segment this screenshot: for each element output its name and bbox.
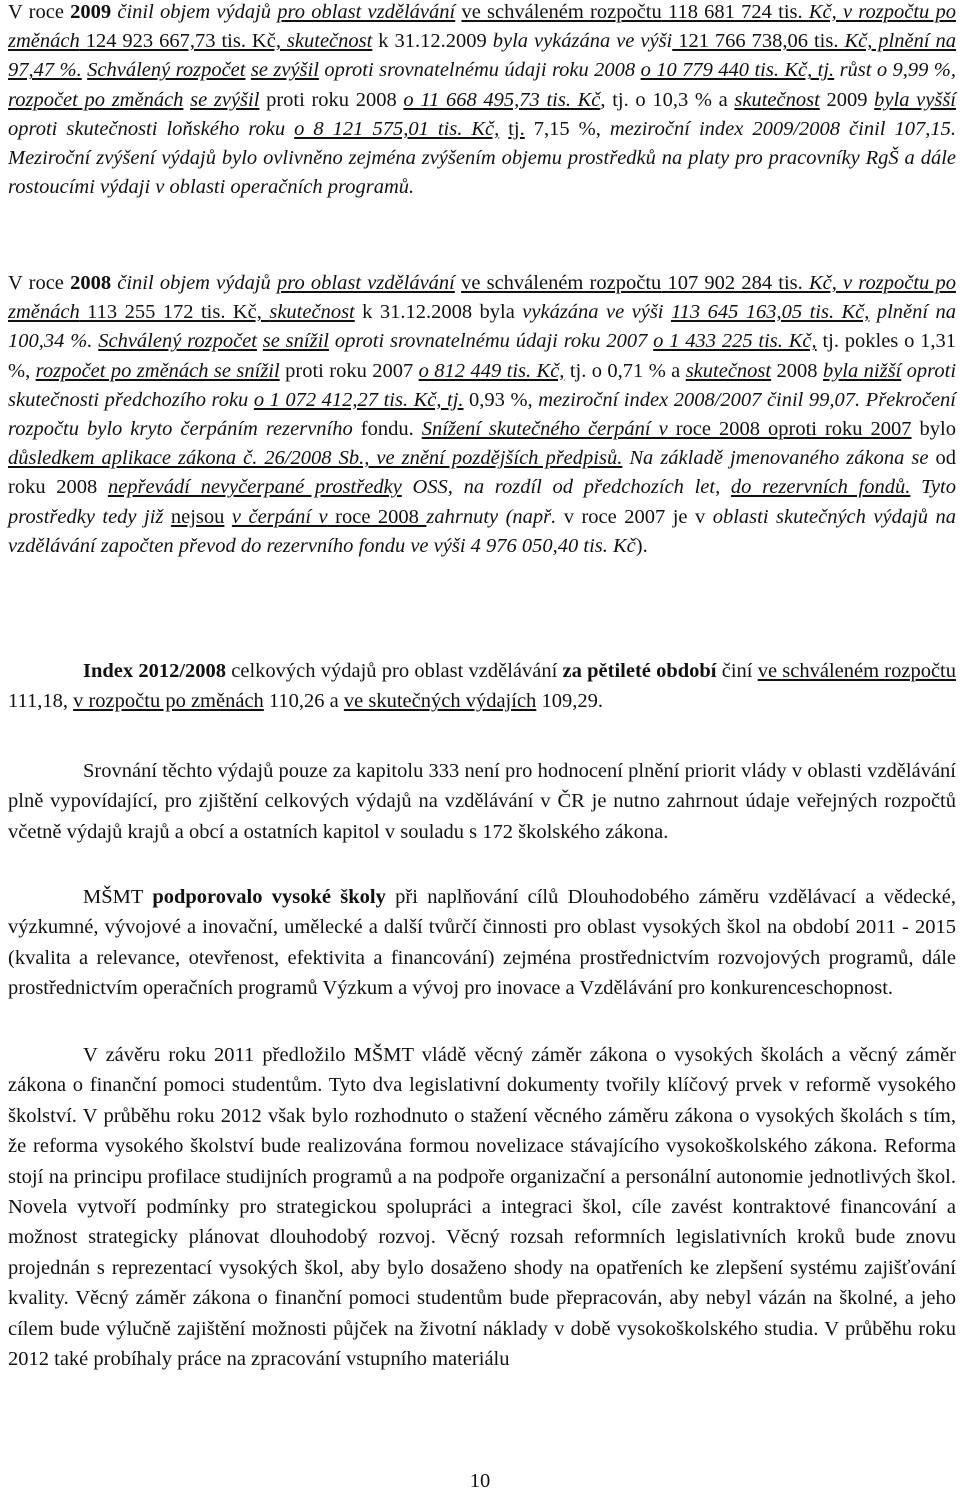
year-2009: 2009 (70, 1, 112, 23)
text-run: nepřevádí nevyčerpané prostředky (107, 476, 402, 499)
text-run: v čerpání v (231, 505, 328, 528)
text-run: růst o 9,99 %, (839, 59, 957, 82)
paragraph-budget-2008 (8, 269, 956, 561)
text-run: tj. pokles o 1,31 %, (8, 330, 957, 382)
text-run: 107 902 284 tis. (661, 272, 809, 294)
text-run: oproti srovnatelnému údaji roku 2008 (324, 59, 636, 82)
text-run: Kč, v rozpočtu po změnách (8, 1, 957, 53)
text-run: 0,93 %, (463, 388, 539, 411)
text-run: fondu. (352, 418, 422, 441)
text-run: 2009 (819, 88, 875, 111)
text-run: pro oblast vzdělávání (277, 1, 456, 23)
index-heading: Index 2012/2008 (83, 660, 227, 682)
text-run: 113 645 163,05 tis. Kč, (670, 301, 870, 324)
text-run: bylo (911, 418, 956, 441)
text-run: rozpočet po změnách se snížil (35, 359, 280, 382)
text-run: k 31.12.2009 (372, 30, 493, 53)
text-run: meziroční index 2009/2008 činil 107,15. (609, 117, 956, 140)
text-run: se zvýšil (190, 88, 260, 111)
text-run: byla vykázána ve výši (492, 30, 673, 53)
page-number: 10 (469, 1470, 491, 1492)
year-2008: 2008 (70, 272, 112, 294)
text-run: Snížení skutečného čerpání v (421, 418, 668, 441)
text-run: skutečnost (734, 88, 820, 111)
paragraph-msmt-universities (8, 882, 956, 1004)
text-run: oblasti skutečných výdajů na vzdělávání započten převod do rezervního fondu ve výši 4 976 050,40 tis. Kč (8, 505, 957, 557)
text-run: za pětileté období (562, 660, 717, 682)
text-run: ve schváleném rozpočtu (757, 660, 956, 682)
text-run: Schválený rozpočet (98, 330, 257, 353)
text-run: v rozpočtu po změnách (73, 690, 264, 713)
text-run: při naplňování cílů Dlouhodobého záměru vzdělávací a vědecké, výzkumné, vývojové a inovační, umělecké a další tvůrčí činnosti pro oblast vysokých škol na období 2011 - 2015 (kvalita a relevance, otevřenost, efektivita a financování) zejména prostřednictvím rozvojových programů, dále prostřednictvím operačních programů Výzkum a vývoj pro inovace a Vzdělávání pro konkurenceschopnost. (8, 886, 956, 1000)
text-run: roce 2008 (327, 505, 427, 528)
text-run: o 812 449 tis. Kč, (418, 359, 565, 382)
text-run: byla nižší (822, 359, 902, 382)
text-run: V roce (8, 1, 71, 23)
text-run: byla vyšší (874, 88, 956, 111)
text-run: oproti srovnatelnému údaji roku 2007 (334, 330, 648, 353)
text-run: skutečnost (286, 30, 373, 53)
text-run: 118 681 724 tis. (661, 1, 809, 23)
text-run: nejsou (170, 505, 225, 528)
text-run: 2008 oproti roku 2007 (719, 418, 912, 441)
text-run: , tj. o 10,3 % a (600, 88, 735, 111)
text-run: skutečnost (685, 359, 772, 382)
text-run: k 31.12.2008 byla (354, 301, 523, 324)
text-run: 121 766 738,06 tis. (672, 30, 845, 53)
text-run: oproti skutečnosti předchozího roku (8, 359, 957, 411)
text-run: V roce (8, 272, 71, 294)
text-run: 124 923 667,73 tis. Kč, (79, 30, 287, 53)
text-run: se zvýšil (250, 59, 319, 82)
text-run: meziroční index 2008/2007 činil 99,07. Překročení rozpočtu bylo kryto čerpáním rezervního (8, 388, 956, 441)
text-run: o 1 072 412,27 tis. Kč, tj. (253, 388, 464, 411)
text-run: plnění na 100,34 %. (8, 301, 957, 353)
text-run: důsledkem aplikace zákona č. 26/2008 Sb., ve znění pozdějších předpisů. (8, 447, 623, 470)
text-run: tj. o 0,71 % a (564, 359, 686, 382)
text-run: od roku 2008 (8, 447, 957, 499)
text-run: Srovnání těchto výdajů pouze za kapitolu 333 není pro hodnocení plnění priorit vlády v oblasti vzdělávání plně vypovídající, pro zjištění celkových výdajů na vzdělávání v ČR je nutno zahrnout údaje veřejných rozpočtů včetně výdajů krajů a obcí a ostatních kapitol v souladu s 172 školského zákona. (8, 760, 956, 843)
text-run: vykázána ve výši (522, 301, 664, 324)
text-run: činil objem výdajů (117, 1, 272, 23)
text-run: Na základě jmenovaného zákona se (629, 447, 929, 470)
text-run: tj. (508, 117, 525, 140)
text-run: Schválený rozpočet (87, 59, 246, 82)
text-run: činil objem výdajů (117, 272, 271, 294)
text-run: o 8 121 575,01 tis. Kč, (294, 117, 500, 140)
text-run: proti roku 2008 (259, 88, 404, 111)
text-run: skutečnost (269, 301, 355, 324)
text-run: ve skutečných výdajích (343, 690, 537, 713)
text-run: Kč, plnění na 97,47 %. (8, 30, 957, 82)
text-run: o 11 668 495,73 tis. Kč (403, 88, 601, 111)
text-run: 2008 (771, 359, 823, 382)
paragraph-budget-2009 (8, 0, 956, 202)
text-run: V závěru roku 2011 předložilo MŠMT vládě věcný záměr zákona o vysokých školách a věcný záměr zákona o finanční pomoci studentům. Tyto dva legislativní dokumenty tvořily klíčový prvek v reformě vysokého školství. V průběhu roku 2012 však bylo rozhodnuto o stažení věcného záměru zákona o vysokých školách s tím, že reforma vysokého školství bude realizována formou novelizace stávajícího vysokoškolského zákona. Reforma stojí na principu profilace studijních programů a na podpoře organizační a personální autonomie jednotlivých škol. Novela vytvoří podmínky pro strategickou spolupráci a integraci škol, cíle zavést kontraktové financování a možnost strategicky plánovat dlouhodobý rozvoj. Věcný rozsah reformních legislativních kroků bude znovu projednán s reprezentací vysokých škol, aby bylo dosaženo shody na opatřeních ke zlepšení systému zajišťování kvality. Věcný záměr zákona o finanční pomoci studentům bude přepracován, aby nebyl vázán na školné, a jeho cílem bude výlučně zajištění možnosti půjček na životní náklady v době vysokoškolského studia. V průběhu roku 2012 také probíhaly práce na zpracování vstupního materiálu (8, 1044, 956, 1371)
text-run: 7,15 %, (524, 117, 610, 140)
text-run: v roce 2007 je v (556, 505, 713, 528)
text-run: proti roku 2007 (279, 359, 419, 382)
text-run: zahrnuty (např. (426, 505, 557, 528)
paragraph-reform (8, 1040, 956, 1374)
text-run: oproti skutečnosti loňského roku (8, 117, 286, 140)
text-run: 109,29. (536, 690, 603, 713)
text-run: 110,26 a (263, 690, 344, 713)
text-run: MŠMT (83, 886, 153, 908)
text-run: podporovalo vysoké školy (152, 886, 386, 908)
text-run: Meziroční zvýšení výdajů bylo ovlivněno zejména zvýšením objemu prostředků na platy pro pracovníky RgŠ a dále rostoucími výdaji v oblasti operačních programů. (8, 147, 956, 199)
text-run: o 1 433 225 tis. Kč, (653, 330, 817, 353)
text-run: rozpočet po změnách (8, 88, 184, 111)
text-run: pro oblast vzdělávání (277, 272, 455, 294)
text-run: činí (716, 660, 758, 682)
text-run: Kč, v rozpočtu po změnách (8, 272, 956, 324)
text-run: do rezervních fondů. (730, 476, 911, 499)
text-run: ve schváleném rozpočtu (461, 1, 662, 23)
paragraph-comparison (8, 756, 956, 847)
text-run: o 10 779 440 tis. Kč, tj. (640, 59, 835, 82)
text-run: 113 255 172 tis. Kč, (79, 301, 270, 324)
text-run: roce (667, 418, 719, 441)
text-run: OSS, na rozdíl od předchozích let, (412, 476, 721, 499)
text-run: se snížil (262, 330, 329, 353)
text-run: ve schváleném rozpočtu (461, 272, 662, 294)
text-run: 111,18, (8, 690, 74, 713)
text-run: celkových výdajů pro oblast vzdělávání (226, 660, 563, 682)
text-run: Tyto prostředky tedy již (8, 476, 957, 528)
paragraph-index-2012-2008 (8, 656, 956, 717)
text-run: ). (635, 534, 648, 557)
